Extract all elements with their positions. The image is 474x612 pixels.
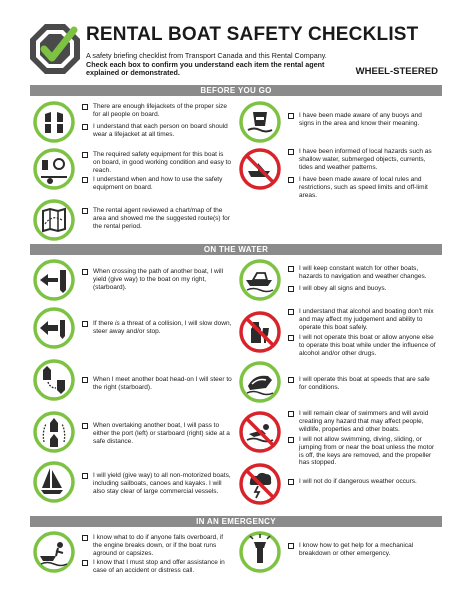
checkbox[interactable] (288, 479, 294, 485)
checklist-item-stop-assist: I know that I must stop and offer assistance in case of an accident or distress call. (82, 559, 232, 575)
checkbox[interactable] (288, 177, 294, 183)
checklist-item-safety-equipment: The required safety equipment for this boat is on board, in good working condition and easy to reach. (82, 151, 232, 174)
checkbox[interactable] (82, 423, 88, 429)
lifejacket-icon (32, 100, 76, 144)
checklist-item-get-help: I know how to get help for a mechanical breakdown or other emergency. (288, 542, 438, 558)
checkbox[interactable] (82, 124, 88, 130)
checklist-item-swimmers: I will remain clear of swimmers and will avoid creating any hazard that may affect people, wildlife, properties and other boats. (288, 410, 438, 433)
overtaking-icon (32, 410, 76, 454)
checkbox[interactable] (288, 113, 294, 119)
checkbox[interactable] (82, 321, 88, 327)
checkbox[interactable] (82, 177, 88, 183)
checklist-item-no-swimming: I will not allow swimming, diving, sliding, or jumping from or near the boat unless the motor is off, the keys are removed, and the propeller has stopped. (288, 436, 438, 467)
checkbox[interactable] (288, 286, 294, 292)
no-storm-icon (238, 462, 282, 506)
checkbox[interactable] (288, 437, 294, 443)
head-on-icon (32, 358, 76, 402)
section-on-the-water: ON THE WATER (30, 244, 442, 255)
section-before-you-go: BEFORE YOU GO (30, 85, 442, 96)
safety-equipment-icon (32, 147, 76, 191)
checkbox[interactable] (82, 269, 88, 275)
checkbox[interactable] (82, 152, 88, 158)
map-icon (32, 198, 76, 242)
checkbox[interactable] (288, 309, 294, 315)
checkbox[interactable] (82, 473, 88, 479)
checklist-item-lookout: I will keep constant watch for other boats, hazards to navigation and weather changes. (288, 265, 438, 281)
no-alcohol-icon (238, 310, 282, 354)
intro-text: A safety briefing checklist from Transport Canada and this Rental Company. Check each box to confirm you understand each item the rental agent explained or demonstrated. (86, 51, 327, 78)
checklist-item-non-motorized: I will yield (give way) to all non-motorized boats, including sailboats, canoes and kayaks. I will also stay clear of large commercial vessels. (82, 472, 232, 495)
checkmark-logo-icon (28, 22, 82, 76)
flashlight-icon (238, 530, 282, 574)
checklist-item-safe-speed: I will operate this boat at speeds that are safe for conditions. (288, 376, 438, 392)
checklist-item-head-on: When I meet another boat head-on I will steer to the right (starboard). (82, 376, 232, 392)
person-overboard-icon (32, 530, 76, 574)
checklist-item-wear-lifejacket: I understand that each person on board should wear a lifejacket at all times. (82, 123, 232, 139)
checklist-item-overtaking: When overtaking another boat, I will pass to either the port (left) or starboard (right) side at a safe distance. (82, 422, 232, 445)
sailboat-icon (32, 460, 76, 504)
crossing-icon (32, 258, 76, 302)
checkbox[interactable] (82, 560, 88, 566)
steering-type-label: WHEEL-STEERED (355, 66, 438, 77)
buoy-icon (238, 100, 282, 144)
page-title: RENTAL BOAT SAFETY CHECKLIST (86, 24, 419, 45)
checklist-item-weather: I will not do if dangerous weather occurs. (288, 478, 438, 486)
checkbox[interactable] (288, 377, 294, 383)
checkbox[interactable] (288, 335, 294, 341)
checklist-item-alcohol: I understand that alcohol and boating don't mix and may affect my judgement and ability to operate this boat safely. (288, 308, 438, 331)
collision-avoid-icon (32, 306, 76, 350)
no-shallow-water-icon (238, 147, 282, 191)
checkbox[interactable] (82, 208, 88, 214)
checklist-item-obey-signs: I will obey all signs and buoys. (288, 285, 438, 293)
checkbox[interactable] (82, 535, 88, 541)
checklist-item-collision: If there is a threat of a collision, I will slow down, steer away and/or stop. (82, 320, 232, 336)
checkbox[interactable] (288, 266, 294, 272)
checklist-item-no-impaired: I will not operate this boat or allow anyone else to operate this boat while under the influence of alcohol and/or other drugs. (288, 334, 438, 357)
checkbox[interactable] (288, 411, 294, 417)
checkbox[interactable] (82, 104, 88, 110)
checklist-item-crossing: When crossing the path of another boat, I will yield (give way) to the boat on my right, (starboard). (82, 268, 232, 291)
safe-speed-icon (238, 360, 282, 404)
checklist-item-lifejackets: There are enough lifejackets of the proper size for all people on board. (82, 103, 232, 119)
checkbox[interactable] (288, 149, 294, 155)
checklist-item-chart: The rental agent reviewed a chart/map of the area and showed me the suggested route(s) for the rental period. (82, 207, 232, 230)
lookout-boat-icon (238, 258, 282, 302)
section-in-an-emergency: IN AN EMERGENCY (30, 516, 442, 527)
checklist-item-local-rules: I have been made aware of local rules and restrictions, such as speed limits and off-limit areas. (288, 176, 438, 199)
checklist-item-buoys: I have been made aware of any buoys and signs in the area and know their meaning. (288, 112, 438, 128)
checkbox[interactable] (288, 543, 294, 549)
checkbox[interactable] (82, 377, 88, 383)
checklist-item-hazards: I have been informed of local hazards such as shallow water, submerged objects, currents, tides and weather patterns. (288, 148, 438, 171)
no-swimming-icon (238, 410, 282, 454)
checklist-item-overboard: I know what to do if anyone falls overboard, if the engine breaks down, or if the boat runs aground or capsizes. (82, 534, 232, 557)
checklist-item-use-equipment: I understand when and how to use the safety equipment on board. (82, 176, 232, 192)
